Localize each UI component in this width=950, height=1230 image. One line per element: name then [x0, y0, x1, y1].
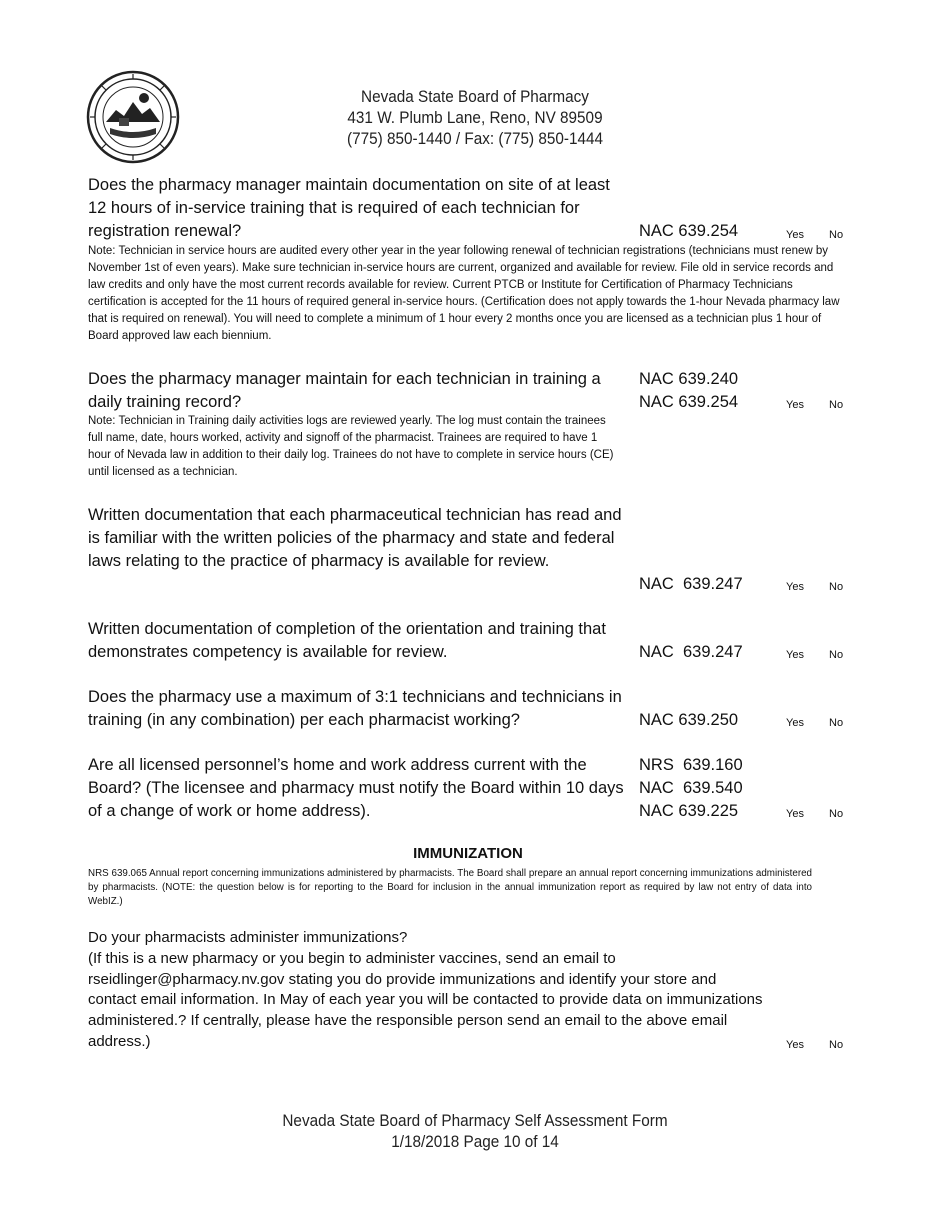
footer-title: Nevada State Board of Pharmacy Self Assessment Form: [282, 1111, 668, 1130]
regulation-codes: NAC 639.250: [639, 711, 739, 729]
question-text: Does the pharmacy manager maintain documentation on site of at least 12 hours of in-service training that is required of each technician for registration renewal?: [88, 176, 610, 240]
question-text: Does the pharmacy use a maximum of 3:1 technicians and technicians in training (in any combination) per each pharmacist working?: [88, 688, 622, 729]
question-text: Does the pharmacy manager maintain for each technician in training a daily training record?: [88, 370, 601, 411]
question-text: Written documentation of completion of the orientation and training that demonstrates competency is available for review.: [88, 620, 606, 661]
question-note: Note: Technician in Training daily activities logs are reviewed yearly. The log must contain the trainees full name, date, hours worked, activity and signoff of the pharmacist. Trainees are required to have 1 hour of Nevada law in addition to their daily log. Trainees do not have to complete in service hours (CE) until licensed as a technician.: [88, 415, 614, 478]
no-option[interactable]: No: [829, 581, 844, 593]
regulation-codes: NAC 639.254: [639, 222, 739, 240]
footer-page: 1/18/2018 Page 10 of 14: [391, 1132, 559, 1151]
yes-option[interactable]: Yes: [786, 399, 804, 411]
regulation-codes: NAC 639.247: [639, 575, 743, 593]
regulation-codes: NAC 639.240 NAC 639.254: [639, 370, 739, 411]
no-option[interactable]: No: [829, 717, 844, 729]
yes-option[interactable]: Yes: [786, 717, 804, 729]
no-option[interactable]: No: [829, 808, 844, 820]
regulation-codes: NRS 639.160 NAC 639.540 NAC 639.225: [639, 756, 743, 820]
org-address: 431 W. Plumb Lane, Reno, NV 89509: [347, 108, 603, 127]
no-option[interactable]: No: [829, 229, 844, 241]
question-text: Are all licensed personnel’s home and work address current with the Board? (The licensee and pharmacy must notify the Board within 10 days of a change of work or home address).: [88, 756, 624, 820]
yes-option[interactable]: Yes: [786, 229, 804, 241]
no-option[interactable]: No: [829, 649, 844, 661]
yes-option[interactable]: Yes: [786, 649, 804, 661]
immunization-question: Do your pharmacists administer immunizations? (If this is a new pharmacy or you begin to administer vaccines, send an email to rseidlinger@pharmacy.nv.gov stating you do provide immunizations and identify your store and contact email information. In May of each year you will be contacted to provide data on immunizations administered.? If centrally, please have the responsible person send an email to the above email address.): [88, 929, 763, 1050]
no-option[interactable]: No: [829, 1039, 844, 1051]
letterhead: [318, 86, 633, 149]
yes-option[interactable]: Yes: [786, 808, 804, 820]
yes-option[interactable]: Yes: [786, 581, 804, 593]
statute-note: NRS 639.065 Annual report concerning immunizations administered by pharmacists. The Board shall prepare an annual report concerning immunizations administered by pharmacists. (NOTE: the question below is for reporting to the Board for inclusion in the annual immunization report as required by law not entry of data into WebIZ.): [88, 868, 812, 907]
yes-option[interactable]: Yes: [786, 1039, 804, 1051]
section-title: IMMUNIZATION: [413, 845, 523, 862]
question-text: Written documentation that each pharmaceutical technician has read and is familiar with the written policies of the pharmacy and state and federal laws relating to the practice of pharmacy is available for review.: [88, 506, 622, 570]
page-footer: [228, 1110, 723, 1152]
regulation-codes: NAC 639.247: [639, 643, 743, 661]
no-option[interactable]: No: [829, 399, 844, 411]
org-name: Nevada State Board of Pharmacy: [361, 87, 589, 106]
question-note: Note: Technician in service hours are audited every other year in the year following renewal of technician registrations (technicians must renew by November 1st of even years). Make sure technician in-service hours are current, organized and available for review. File old in service records and law credits and only have the most current records available for review. Current PTCB or Institute for Certification of Pharmacy Technicians certification is accepted for the 11 hours of required general in-service hours. (Certification does not apply towards the 1-hour Nevada pharmacy law that is required on renewal). You will need to complete a minimum of 1 hour every 2 months once you are licensed as a technician plus 1 hour of Board approved law each biennium.: [88, 245, 840, 342]
state-seal-logo: [86, 70, 180, 164]
org-phone: (775) 850-1440 / Fax: (775) 850-1444: [346, 129, 604, 148]
